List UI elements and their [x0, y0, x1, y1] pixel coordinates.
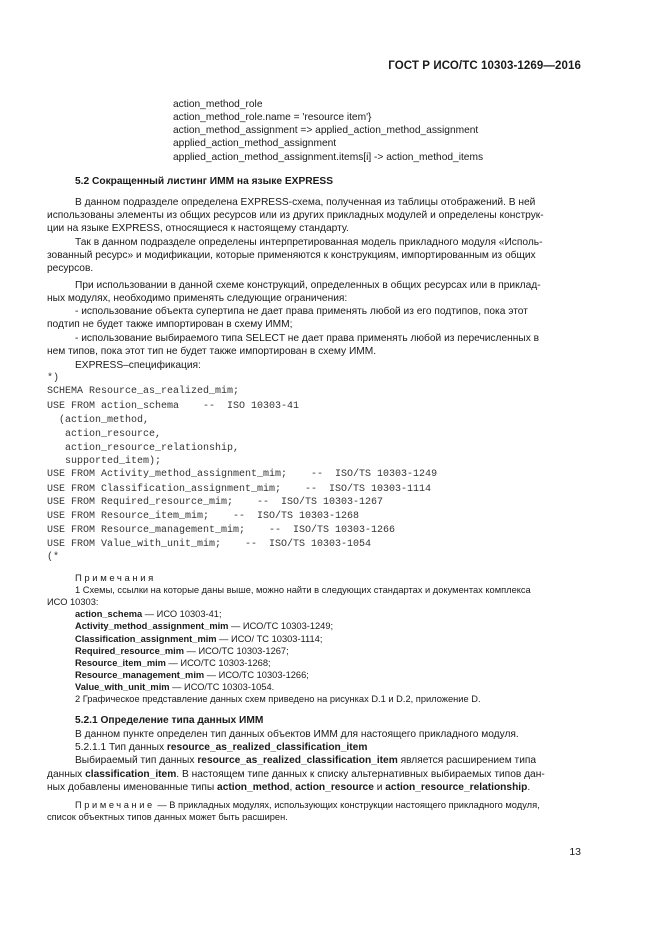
ref-name: Required_resource_mim: [75, 646, 185, 656]
code-line: action_resource_relationship,: [47, 443, 240, 454]
ref-standard: — ИСО/ТС 10303-1267;: [184, 646, 289, 656]
paragraph-line: [75, 754, 536, 767]
list-item: нем типов, пока этот тип не будет также импортирован в схему ИММ.: [47, 346, 377, 357]
type-name: action_resource_relationship: [385, 782, 528, 793]
text-run: ,: [289, 782, 296, 793]
paragraph-line: В данном подразделе определена EXPRESS-схема, полученная из таблицы отображений. В ней: [75, 197, 536, 208]
text-run: ных добавлены именованные типы: [47, 782, 218, 793]
code-line: (action_method,: [47, 415, 150, 426]
note-label: Примечание: [75, 800, 155, 810]
ref-standard: — ИСО/ ТС 10303-1114;: [216, 634, 323, 644]
code-line: USE FROM Required_resource_mim; -- ISO/TS 10303-1267: [47, 497, 384, 508]
list-item: - использование выбираемого типа SELECT не дает права применять любой из перечисленных в: [75, 333, 540, 344]
list-item: подтип не будет также импортирован в схему ИММ;: [47, 319, 293, 330]
code-line: (*: [47, 552, 60, 563]
type-name: resource_as_realized_classification_item: [197, 755, 398, 766]
note-line: 1 Схемы, ссылки на которые даны выше, можно найти в следующих стандартах и документах комплекса: [75, 585, 531, 595]
type-name: resource_as_realized_classification_item: [166, 742, 368, 753]
code-line: SCHEMA Resource_as_realized_mim;: [47, 386, 240, 397]
type-name: action_method: [217, 782, 290, 793]
text-run: .: [527, 782, 531, 793]
paragraph-line: зованный ресурс» и модификации, которые применяются к конструкциям, импортированным из общих: [47, 250, 536, 261]
subsection-prefix: 5.2.1.1 Тип данных: [75, 742, 167, 753]
paragraph-line: В данном пункте определен тип данных объектов ИММ для настоящего прикладного модуля.: [75, 729, 519, 740]
note-line: список объектных типов данных может быть расширен.: [47, 812, 288, 822]
ref-name: action_schema: [75, 609, 143, 619]
text-run: является расширением типа: [397, 755, 537, 766]
code-line: action_resource,: [47, 429, 162, 440]
text-line: action_method_assignment => applied_action_method_assignment: [173, 125, 479, 136]
text-run: данных: [47, 769, 86, 780]
note-text: — В прикладных модулях, использующих конструкции настоящего прикладного модуля,: [154, 800, 540, 810]
ref-standard: — ИСО 10303-41;: [142, 609, 222, 619]
ref-standard: — ИСО/ТС 10303-1054.: [169, 682, 275, 692]
note-line: 2 Графическое представление данных схем приведено на рисунках D.1 и D.2, приложение D.: [75, 694, 481, 704]
ref-standard: — ИСО/ТС 10303-1268;: [165, 658, 271, 668]
document-header: ГОСТ Р ИСО/ТС 10303-1269—2016: [388, 60, 581, 72]
text-line: action_method_role: [173, 99, 263, 110]
ref-item: [75, 620, 333, 633]
text-line: action_method_role.name = 'resource item'}: [173, 112, 372, 123]
paragraph-line: [47, 768, 545, 781]
page-number: 13: [569, 846, 581, 858]
type-name: action_resource: [295, 782, 374, 793]
ref-name: Resource_management_mim: [75, 670, 205, 680]
code-line: supported_item);: [47, 456, 162, 467]
express-label: EXPRESS–спецификация:: [75, 360, 201, 371]
paragraph-line: При использовании в данной схеме конструкций, определенных в общих ресурсах или в приклад-: [75, 280, 541, 291]
section-heading: 5.2 Сокращенный листинг ИММ на языке EXPRESS: [75, 176, 334, 187]
subsection-heading: [75, 741, 367, 754]
code-line: USE FROM action_schema -- ISO 10303-41: [47, 401, 300, 412]
text-line: applied_action_method_assignment: [173, 138, 337, 149]
ref-standard: — ИСО/ТС 10303-1249;: [228, 621, 334, 631]
text-line: applied_action_method_assignment.items[i] -> action_method_items: [173, 152, 484, 163]
ref-standard: — ИСО/ТС 10303-1266;: [204, 670, 309, 680]
code-line: USE FROM Classification_assignment_mim; -- ISO/TS 10303-1114: [47, 484, 432, 495]
note-line: ИСО 10303:: [47, 597, 99, 607]
paragraph-line: ции на языке EXPRESS, относящиеся к настоящему стандарту.: [47, 223, 349, 234]
paragraph-line: [47, 781, 530, 794]
text-run: Выбираемый тип данных: [75, 755, 198, 766]
code-line: *): [47, 373, 60, 384]
paragraph-line: Так в данном подразделе определены интерпретированная модель прикладного модуля «Исполь-: [75, 237, 543, 248]
text-run: . В настоящем типе данных к списку альтернативных выбираемых типов дан-: [176, 769, 545, 780]
paragraph-line: ресурсов.: [47, 263, 94, 274]
paragraph-line: использованы элементы из общих ресурсов или из других прикладных модулей и определены конструк-: [47, 210, 544, 221]
section-heading: 5.2.1 Определение типа данных ИММ: [75, 715, 264, 726]
notes-title: Примечания: [75, 573, 156, 584]
code-line: USE FROM Resource_item_mim; -- ISO/TS 10303-1268: [47, 511, 360, 522]
ref-name: Classification_assignment_mim: [75, 634, 217, 644]
code-line: USE FROM Value_with_unit_mim; -- ISO/TS 10303-1054: [47, 539, 372, 550]
type-name: classification_item: [85, 769, 177, 780]
text-run: и: [373, 782, 386, 793]
ref-name: Value_with_unit_mim: [75, 682, 170, 692]
code-line: USE FROM Activity_method_assignment_mim; -- ISO/TS 10303-1249: [47, 469, 438, 480]
list-item: - использование объекта супертипа не дает права применять любой из его подтипов, пока этот: [75, 306, 528, 317]
paragraph-line: ных модулях, необходимо применять следующие ограничения:: [47, 293, 348, 304]
ref-name: Resource_item_mim: [75, 658, 166, 668]
code-line: USE FROM Resource_management_mim; -- ISO/TS 10303-1266: [47, 525, 396, 536]
ref-name: Activity_method_assignment_mim: [75, 621, 229, 631]
